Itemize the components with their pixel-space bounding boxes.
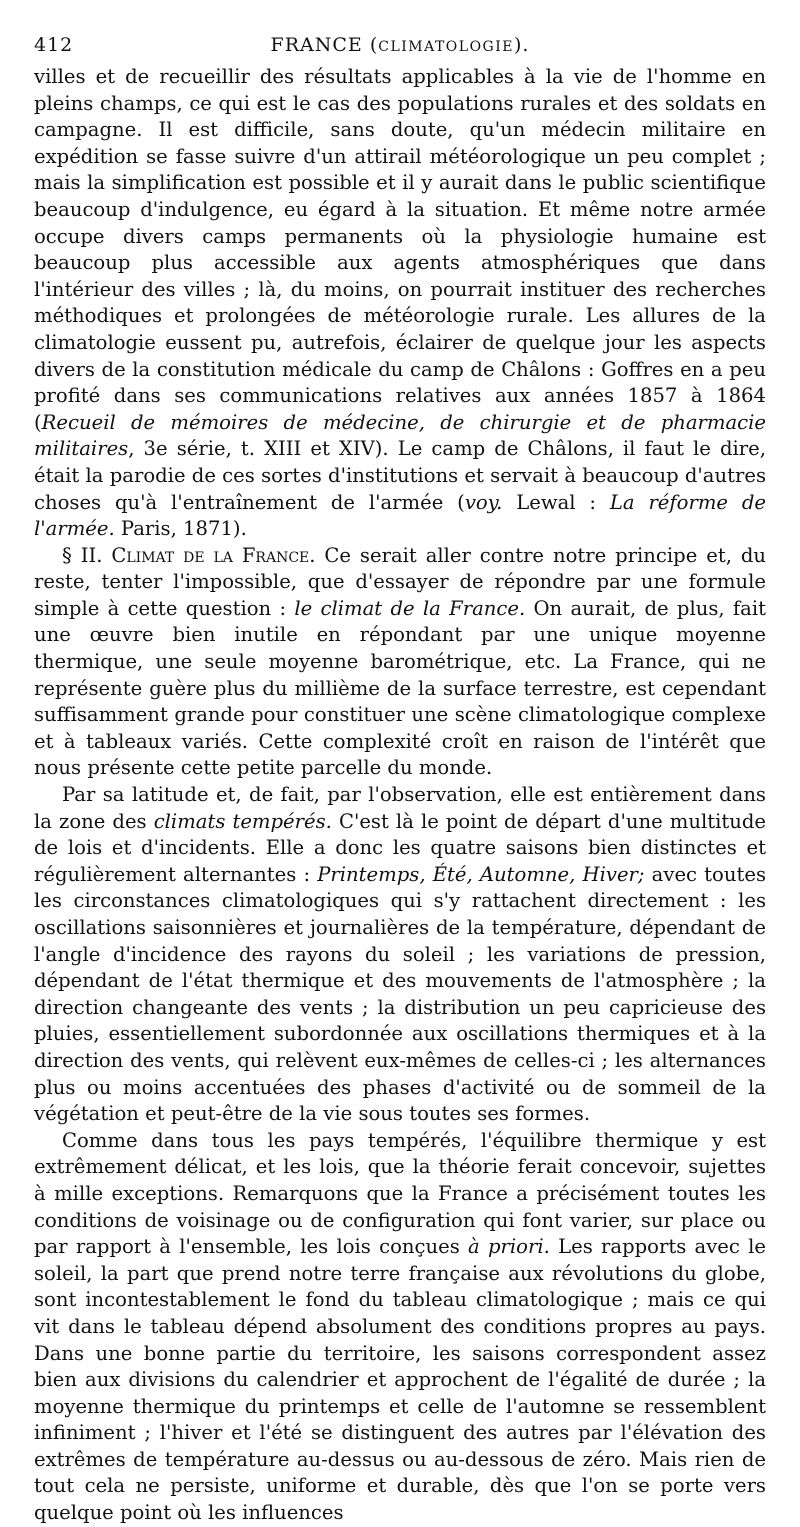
page-header — [34, 34, 766, 56]
p2-text-a: Ce serait aller contre notre principe et, du reste, tenter l'impossible, que d'essayer de répondre par une formule simple à cette question : — [34, 543, 767, 620]
header-subtitle: CLIMATOLOGIE — [378, 39, 514, 55]
header-title-close: ). — [514, 34, 530, 56]
p1-text: villes et de recueillir des résultats applicables à la vie de l'homme en pleins champs, ce qui est le cas des populations rurales et des soldats en campagne. Il est difficile, sans doute, qu'un médecin militaire en expédition se fasse suivre d'un attirail météorologique un peu complet ; mais la simplification est possible et il y aurait dans le public scientifique beaucoup d'indulgence, eu égard à la situation. Et même notre armée occupe divers camps permanents où la physiologie humaine est beaucoup plus accessible aux agents atmosphériques que dans l'intérieur des villes ; là, du moins, on pourrait instituer des recherches méthodiques et prolongées de météorologie rurale. Les allures de la climatologie eussent pu, autrefois, éclairer de quelque jour les aspects divers de la constitution médicale du camp de Châlons : Goffres en a peu profité dans ses communications relatives aux années 1857 à 1864 ( — [34, 65, 766, 434]
paragraph-4 — [34, 1128, 766, 1527]
p1-text-mid2: Lewal : — [502, 490, 610, 514]
p1-italic-voy: voy. — [464, 490, 503, 514]
body-text — [34, 64, 766, 1527]
p2-italic: le climat de la France. — [294, 596, 526, 620]
p3-text-a: Par sa latitude et, de fait, par l'observation, elle est entièrement dans la zone des — [34, 783, 766, 833]
paragraph-2 — [34, 543, 766, 782]
p3-italic-seasons: Printemps, Été, Automne, Hiver; — [317, 862, 645, 886]
p1-text-mid: , 3e série, t. XIII et XIV). Le camp de Châlons, il faut le dire, était la parodie de ces sortes d'institutions et servait à beaucoup d'autres choses qu'à l'entraînement de l'armée ( — [34, 437, 766, 514]
paragraph-1 — [34, 64, 766, 543]
page-number: 412 — [34, 34, 74, 56]
p1-text-end: Paris, 1871). — [114, 517, 247, 541]
header-title: FRANCE ( — [270, 34, 379, 56]
p3-text-b: C'est là le point de départ d'une multitude de lois et d'incidents. Elle a donc les quatre saisons bien distinctes et régulièrement alternantes : — [34, 809, 766, 886]
section-mark: § II. — [62, 543, 103, 567]
p3-italic-climats: climats tempérés. — [153, 809, 332, 833]
section-heading: Climat de la France. — [111, 543, 316, 567]
p4-italic: à priori. — [468, 1235, 550, 1259]
p2-text-b: On aurait, de plus, fait une œuvre bien inutile en répondant par une unique moyenne thermique, une seule moyenne barométrique, etc. La France, qui ne représente guère plus du millième de la surface terrestre, est cependant suffisamment grande pour constituer une scène climatologique complexe et à tableaux variés. Cette complexité croît en raison de l'intérêt que nous présente cette petite parcelle du monde. — [34, 596, 767, 780]
p3-text-c: avec toutes les circonstances climatologiques qui s'y rattachent directement : les oscillations saisonnières et journalières de la température, dépendant de l'angle d'incidence des rayons du soleil ; les variations de pression, dépendant de l'état thermique et des mouvements de l'atmosphère ; la direction changeante des vents ; la distribution un peu capricieuse des pluies, essentiellement subordonnée aux oscillations thermiques et à la direction des vents, qui relèvent eux-mêmes de celles-ci ; les alternances plus ou moins accentuées des phases d'activité ou de sommeil de la végétation et peut-être de la vie sous toutes ses formes. — [34, 862, 766, 1126]
p4-text-b: Les rapports avec le soleil, la part que prend notre terre française aux révolutions du globe, sont incontestablement le fond du tableau climatologique ; mais ce qui vit dans le tableau dépend absolument des conditions propres au pays. Dans une bonne partie du territoire, les saisons correspondent assez bien aux divisions du calendrier et approchent de l'égalité de durée ; la moyenne thermique du printemps et celle de l'automne se ressemblent infiniment ; l'hiver et l'été se distinguent des autres par l'élévation des extrêmes de température au-dessus ou au-dessous de zéro. Mais rien de tout cela ne persiste, uniforme et durable, dès que l'on se porte vers quelque point où les influences — [34, 1235, 766, 1525]
p1-italic-citation: Recueil de mémoires de médecine, de chirurgie et de pharmacie militaires — [34, 410, 766, 461]
paragraph-3 — [34, 782, 766, 1128]
p1-italic-reforme: La réforme de l'armée. — [34, 490, 766, 541]
p4-text-a: Comme dans tous les pays tempérés, l'équilibre thermique y est extrêmement délicat, et les lois, que la théorie ferait concevoir, sujettes à mille exceptions. Remarquons que la France a précisément toutes les conditions de voisinage ou de configuration qui font varier, sur place ou par rapport à l'ensemble, les lois conçues — [34, 1128, 766, 1259]
running-head — [34, 34, 766, 64]
